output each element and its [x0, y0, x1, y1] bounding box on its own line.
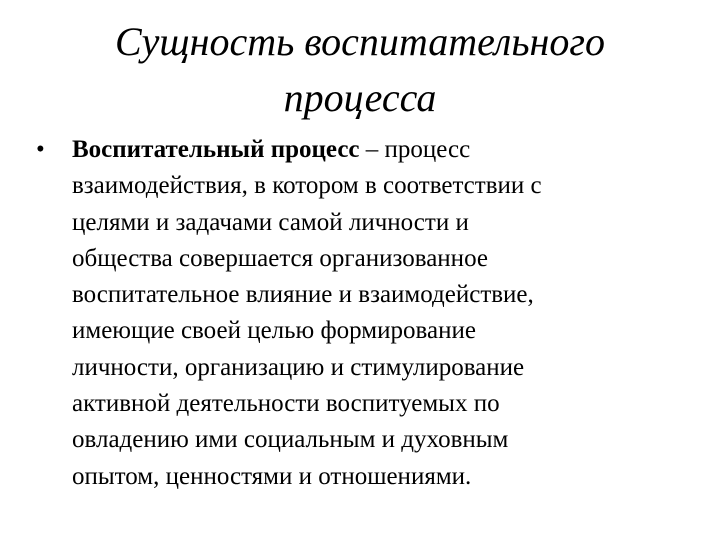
title-line-2: процесса — [283, 75, 437, 120]
definition-term: Воспитательный процесс — [72, 136, 360, 163]
definition-line-10: опытом, ценностями и отношениями. — [72, 462, 472, 490]
definition-line-7: личности, организацию и стимулирование — [72, 353, 525, 381]
title-line-1: Сущность воспитательного — [114, 19, 606, 64]
definition-start: – процесс — [359, 136, 471, 163]
definition-line-4: общества совершается организованное — [72, 244, 488, 272]
definition-line-6: имеющие своей целью формирование — [72, 317, 476, 345]
bullet-item — [36, 132, 686, 495]
slide-title — [40, 14, 680, 126]
bullet-text — [72, 132, 686, 495]
bullet-icon: • — [36, 136, 45, 163]
definition-line-5: воспитательное влияние и взаимодействие, — [72, 281, 534, 309]
definition-line-9: овладению ими социальным и духовным — [72, 426, 509, 454]
definition-line-1 — [72, 132, 686, 168]
definition-line-3: целями и задачами самой личности и — [72, 208, 469, 236]
definition-line-8: активной деятельности воспитуемых по — [72, 390, 500, 418]
definition-line-2: взаимодействия, в котором в соответствии с — [72, 172, 542, 200]
